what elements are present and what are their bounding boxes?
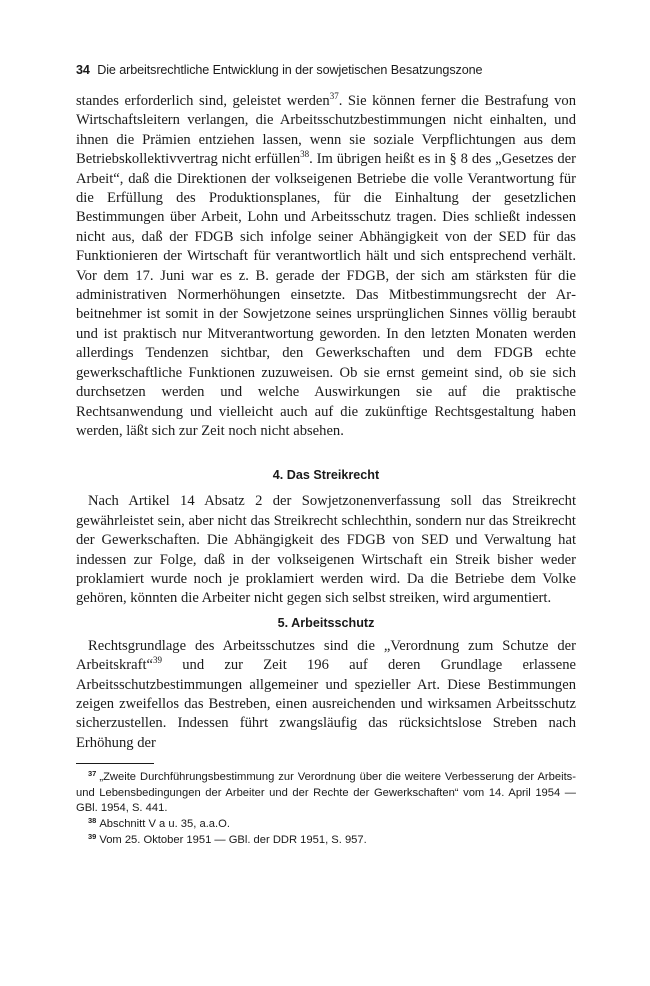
page-number: 34 <box>76 63 90 77</box>
footnote-ref-38: 38 <box>300 149 310 160</box>
footnote-text: „Zweite Durchführungsbestimmung zur Verordnung über die weitere Verbesserung der Arbeits- und Lebensbedingungen der Arbeiter und der Rechte der Gewerkschaften“ vom 14. April 1954 — GBl. 1954, S. 441. <box>76 771 576 815</box>
text-run: standes erforderlich sind, geleistet werden <box>76 93 330 109</box>
footnote-number: 39 <box>88 831 97 841</box>
book-page <box>76 62 576 848</box>
running-head-title: Die arbeitsrechtliche Entwicklung in der sowjetischen Besatzungszone <box>97 63 483 77</box>
running-head <box>76 62 576 78</box>
footnote-number: 38 <box>88 815 97 825</box>
footnote-39 <box>76 833 576 849</box>
footnote-separator <box>76 763 154 764</box>
footnote-ref-37: 37 <box>329 91 339 101</box>
text-run: und zur Zeit 196 auf deren Grundlage erlassene Arbeitsschutzbestimmungen allgemeiner und spezieller Art. Diese Bestimmungen zeigen zweifellos das Bestreben, einen ausreichenden und wirksamen Arbeitsschutz sicherzustellen. Indessen führt zwangsläufig das rücksichtslose Streben nach Erhöhung der <box>76 657 576 751</box>
footnotes <box>76 770 576 848</box>
paragraph-continuation <box>76 92 576 441</box>
footnote-37 <box>76 770 576 817</box>
footnote-text: Vom 25. Oktober 1951 — GBl. der DDR 1951, S. 957. <box>99 833 367 846</box>
footnote-text: Abschnitt V a u. 35, a.a.O. <box>99 817 230 830</box>
section-heading-streikrecht: 4. Das Streikrecht <box>272 468 380 483</box>
body-text <box>76 92 576 753</box>
section-heading-arbeitsschutz: 5. Arbeitsschutz <box>277 615 375 630</box>
footnote-38 <box>76 817 576 833</box>
text-run: . Im übrigen heißt es in § 8 des „Gesetzes der Arbeit“, daß die Direktionen der volkseigenen Betriebe die volle Verantwortung für die Erfüllung des Produktionsplanes, für die Einhaltung der gesetzlichen Bestimmungen über Arbeit, Lohn und Arbeitsschutz tragen. Dies schließt indessen nicht aus, daß der FDGB sich infolge seiner Abhängigkeit von der SED für das Funktionieren der Wirtschaft für verantwortlich hält und sich entsprechend verhält. Vor dem 17. Juni war es z. B. gerade der FDGB, der sich am stärksten für die administrativen Normerhöhungen einsetzte. Das Mitbestimmungsrecht der Arbeitnehmer ist somit in der Sowjetzone seines ursprünglichen Sinnes völlig beraubt und ist praktisch nur Mitverantwortung geworden. In den letzten Monaten werden allerdings Tendenzen sichtbar, den Gewerkschaften und dem FDGB echte gewerkschaftliche Funktionen zuzuweisen. Ob sie ernst gemeint sind, ob sie sich durchsetzen werden und welche Auswirkungen sie auf die praktische Rechtsanwendung und vielleicht auch auf die zukünftige Rechtsgestaltung haben werden, läßt sich zur Zeit noch nicht absehen. <box>76 151 576 439</box>
paragraph-arbeitsschutz <box>76 637 576 753</box>
text-run: Rechtsgrundlage des Arbeitsschutzes sind die „Verordnung zum Schutze der Arbeitskraft“ <box>76 637 576 674</box>
text-run: . Sie können ferner die Bestrafung von Wirtschaftsleitern verlangen, die Arbeitsschutzbestimmungen nicht einhalten, und ihnen die Prämien entziehen lassen, wenn sie soziale Verpflichtungen aus dem Betriebskollektivvertrag nicht erfüllen <box>76 93 577 168</box>
footnote-ref-39: 39 <box>153 655 162 666</box>
paragraph-streikrecht: Nach Artikel 14 Absatz 2 der Sowjetzonenverfassung soll das Streikrecht gewährleistet sein, aber nicht das Streikrecht schlechthin, sondern nur das Streikrecht der Gewerkschaften. Die Abhängigkeit des FDGB von SED und Verwaltung hat indessen zur Folge, daß in der volkseigenen Wirtschaft ein Streik bisher weder proklamiert wurde noch je proklamiert werden wird. Da die Betriebe dem Volke gehören, könnten die Arbeiter nicht gegen sich selbst streiken, wird argumentiert. <box>76 493 576 607</box>
footnote-number: 37 <box>88 769 97 779</box>
